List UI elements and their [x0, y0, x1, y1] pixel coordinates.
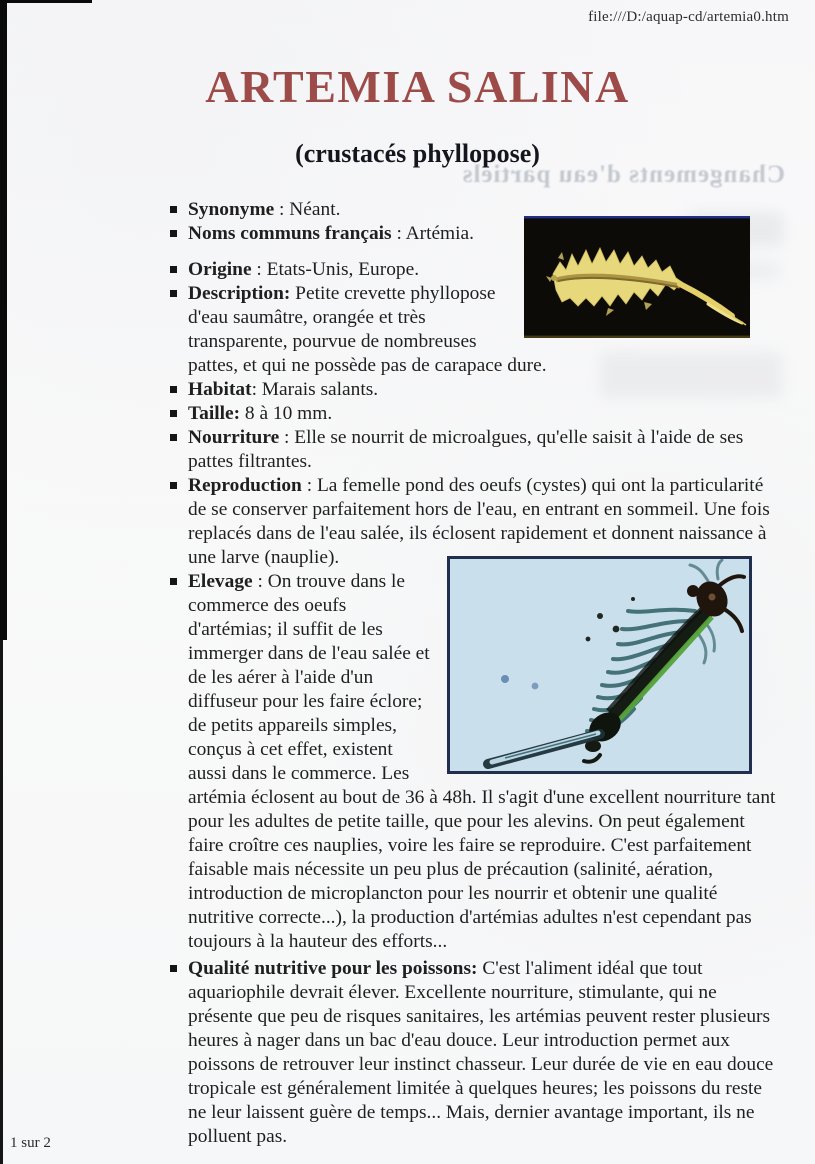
bullet-square-icon [170, 290, 177, 297]
bullet-square-icon [170, 434, 177, 441]
item-label: Nourriture [188, 427, 280, 448]
item-label: Description: [188, 283, 291, 304]
item-label: Habitat [188, 379, 252, 400]
item-text: Petite crevette phyllopose d'eau saumâtre, orangée et très transparente, pourvue de nombreuses pattes, et qui ne possède pas de carapace dure. [188, 283, 547, 376]
item-label: Synonyme [188, 199, 275, 220]
list-item-qualite-nutritive [170, 957, 782, 1149]
item-label: Qualité nutritive pour les poissons: [188, 958, 478, 979]
bullet-square-icon [170, 578, 177, 585]
bullet-square-icon [170, 266, 177, 273]
bullet-square-icon [170, 230, 177, 237]
list-item-habitat [170, 378, 782, 402]
item-label: Reproduction [188, 475, 302, 496]
item-label: Elevage [188, 571, 253, 592]
list-item-origine [170, 258, 782, 282]
list-item-nourriture [170, 426, 782, 474]
item-label: Noms communs français [188, 223, 392, 244]
bullet-square-icon [170, 482, 177, 489]
page-number: 1 sur 2 [10, 1135, 51, 1151]
article-body [170, 198, 782, 1149]
list-item-elevage [170, 570, 782, 954]
page-subtitle: (crustacés phyllopose) [295, 139, 540, 168]
list-item-description [170, 282, 782, 378]
bullet-square-icon [170, 410, 177, 417]
item-text: : Etats-Unis, Europe. [251, 259, 420, 280]
item-text: : Marais salants. [251, 379, 379, 400]
bullet-square-icon [170, 965, 177, 972]
scan-edge-top [0, 0, 92, 3]
item-label: Origine [188, 259, 252, 280]
bullet-square-icon [170, 386, 177, 393]
scan-edge-left [0, 0, 7, 640]
item-text: : Elle se nourrit de microalgues, qu'elle saisit à l'aide de ses pattes filtrantes. [188, 427, 744, 472]
item-text: C'est l'aliment idéal que tout aquariophile devrait élever. Excellente nourriture, stimulante, qui ne présente que peu de risques sanitaires, les artémias peuvent rester plusieurs heures à nager dans un bac d'eau douce. Leur introduction permet aux poissons de retrouver leur instinct chasseur. Leur durée de vie en eau douce tropicale est généralement limitée à quelques heures; les poissons du reste ne leur laissent guère de temps... Mais, dernier avantage important, ils ne polluent pas. [188, 958, 774, 1147]
item-text: : La femelle pond des oeufs (cystes) qui ont la particularité de se conserver parfaitement hors de l'eau, en entrant en sommeil. Une fois replacés dans de l'eau salée, ils éclosent rapidement et donnent naissance à une larve (nauplie). [188, 475, 770, 568]
item-text: : On trouve dans le commerce des oeufs d'artémias; il suffit de les immerger dans de l'eau salée et de les aérer à l'aide d'un diffuseur pour les faire éclore; de petits appareils simples, conçus à cet effet, existent aussi dans le commerce. Les artémia éclosent au bout de 36 à 48h. Il s'agit d'une excellent nourriture tant pour les adultes de petite taille, que pour les alevins. On peut également faire croître ces nauplies, voire les faire se reproduire. C'est parfaitement faisable mais nécessite un peu plus de précaution (salinité, aération, introduction de microplancton pour les nourrir et obtenir une qualité nutritive correcte...), la production d'artémias adultes n'est cependant pas toujours à la hauteur des efforts... [188, 571, 776, 952]
printed-url: file:///D:/aquap-cd/artemia0.htm [588, 9, 789, 25]
page-title: ARTEMIA SALINA [205, 61, 630, 112]
item-text: : Artémia. [391, 223, 474, 244]
bullet-square-icon [170, 206, 177, 213]
item-text: 8 à 10 mm. [240, 403, 333, 424]
bleed-through-text: Changements d'eau partiels [461, 161, 785, 188]
scan-edge-left-lower [0, 640, 3, 1164]
list-item-taille [170, 402, 782, 426]
item-text: : Néant. [274, 199, 341, 220]
item-label: Taille: [188, 403, 241, 424]
